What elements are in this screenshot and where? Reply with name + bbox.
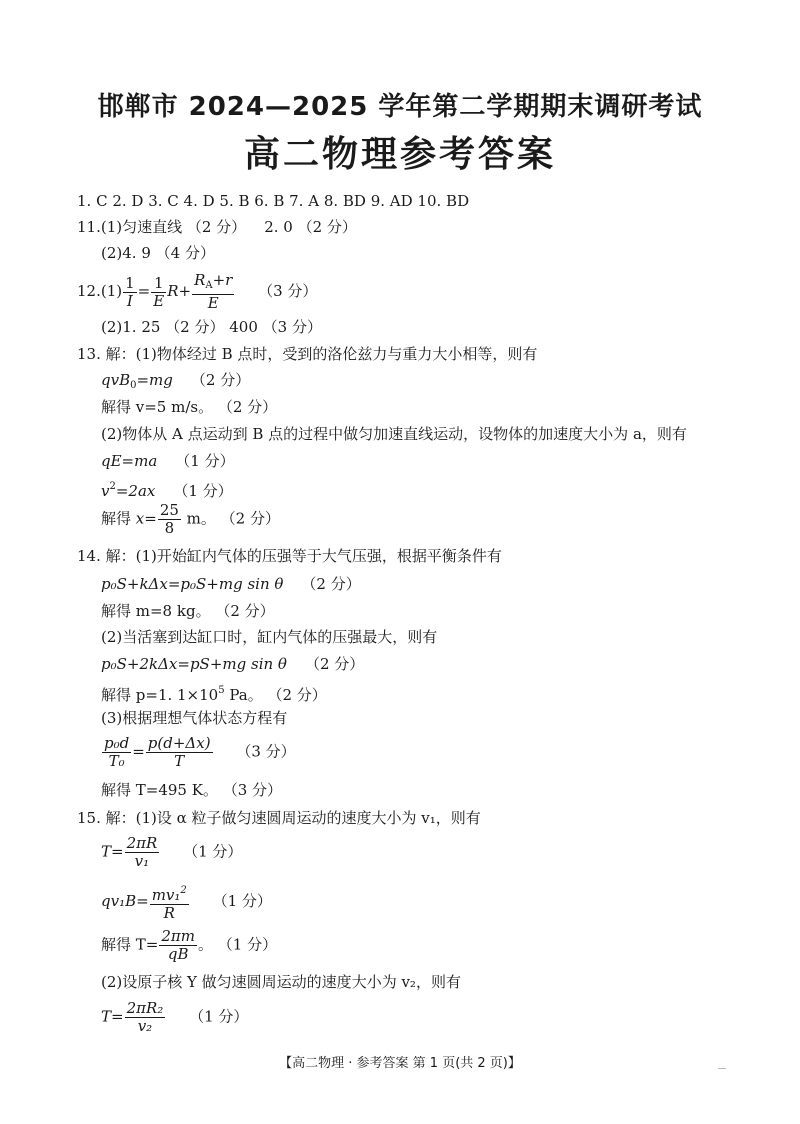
q14-eq1: p₀S+kΔx=p₀S+mg sin θ （2 分） — [101, 575, 361, 593]
q14-line4: (2)当活塞到达缸口时，缸内气体的压强最大，则有 — [101, 628, 438, 646]
q15-eq3: T= $\frac{\text{2πR₂}}{\text{v₂}}$ （1 分） — [101, 999, 249, 1035]
q14-line7: (3)根据理想气体状态方程有 — [101, 709, 288, 727]
exam-title: 邯郸市 2024—2025 学年第二学期期末调研考试 — [97, 92, 703, 122]
q15-result1: 解得 T= $\frac{2\pi m}{qB}$ 。 （1 分） — [101, 927, 278, 963]
q14-eq2: p₀S+2kΔx=pS+mg sin θ （2 分） — [101, 655, 365, 673]
q13-line1: 13. 解：(1)物体经过 B 点时，受到的洛伦兹力与重力大小相等，则有 — [77, 345, 538, 363]
q11-line1: 11.(1)匀速直线 （2 分） 2. 0 （2 分） — [77, 218, 357, 236]
q14-eq3: $\frac{\text{p₀d}}{\text{T₀}}$ = $\frac{p(d+\Delta x)}{T}$ （3 分） — [104, 734, 296, 770]
q13-line4: (2)物体从 A 点运动到 B 点的过程中做匀加速直线运动，设物体的加速度大小为 a，则有 — [101, 425, 687, 443]
scan-mark — [718, 1068, 726, 1069]
q12-line2: (2)1. 25 （2 分） 400 （3 分） — [101, 318, 322, 336]
q14-result3: 解得 T=495 K。 （3 分） — [101, 781, 283, 799]
q14-line1: 14. 解：(1)开始缸内气体的压强等于大气压强，根据平衡条件有 — [77, 547, 502, 565]
page-footer: 【高二物理 · 参考答案 第 1 页(共 2 页)】 — [279, 1056, 521, 1071]
q15-line5: (2)设原子核 Y 做匀速圆周运动的速度大小为 v₂，则有 — [101, 973, 461, 991]
answer-key-title: 高二物理参考答案 — [243, 134, 556, 175]
multiple-choice-answers: 1. C 2. D 3. C 4. D 5. B 6. B 7. A 8. BD 9. AD 10. BD — [77, 192, 470, 210]
q15-eq1: T= $\frac{2\pi R}{\text{v₁}}$ （1 分） — [101, 834, 243, 870]
q14-result1: 解得 m=8 kg。 （2 分） — [101, 602, 275, 620]
q13-eq3: $v^2=2ax$ （1 分） — [101, 481, 233, 500]
q13-result2: 解得 x= $\frac{25}{8}$ m。 （2 分） — [101, 501, 280, 537]
q15-line1: 15. 解：(1)设 α 粒子做匀速圆周运动的速度大小为 v₁，则有 — [77, 809, 481, 827]
q11-line2: (2)4. 9 （4 分） — [101, 244, 215, 262]
q15-eq2: qv₁B= $\frac{mv_1^2}{R}$ （1 分） — [101, 882, 272, 922]
q13-eq2: qE=ma （1 分） — [101, 452, 235, 470]
q13-result1: 解得 v=5 m/s。 （2 分） — [101, 398, 278, 416]
q14-result2: 解得 p=1. $1\times 10^5$ Pa。 （2 分） — [101, 685, 327, 704]
q12-formula: 12.(1) $\frac{1}{I}$ = $\frac{1}{E}$ R+ $\frac{R_A+r}{E}$ （3 分） — [77, 271, 318, 312]
q13-eq1: qvB$_0$=mg （2 分） — [101, 371, 251, 391]
